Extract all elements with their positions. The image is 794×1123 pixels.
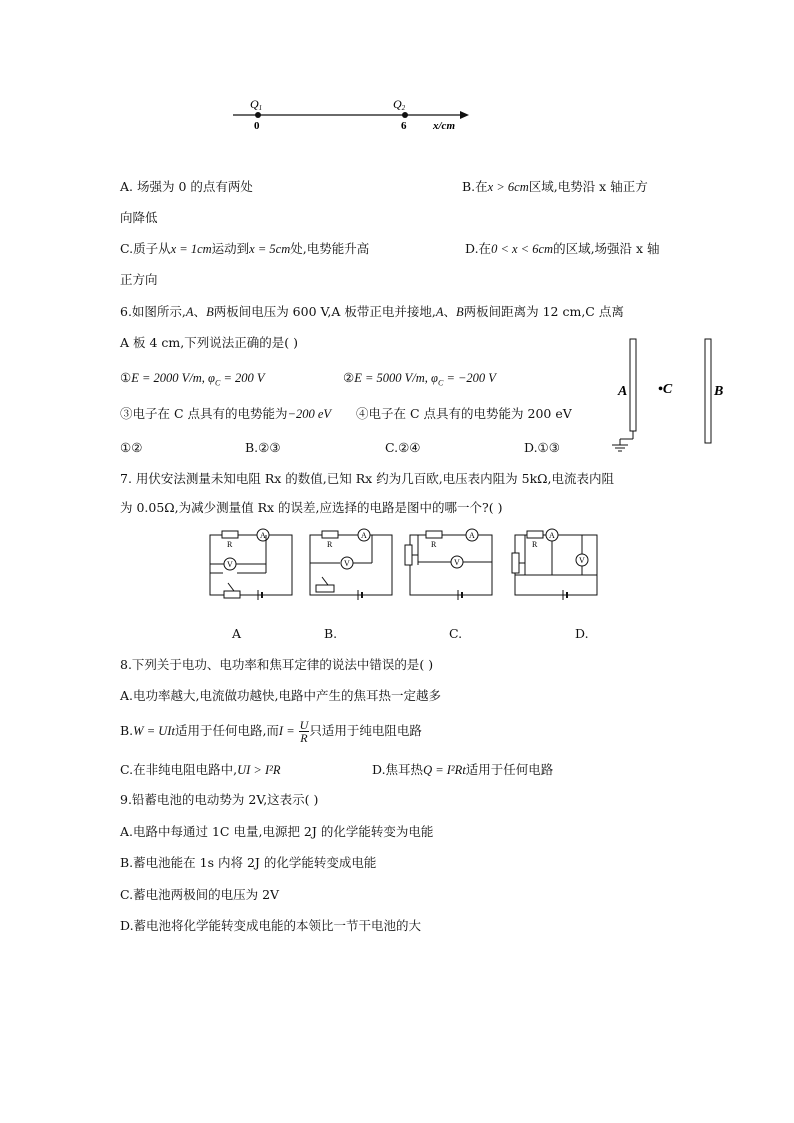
circuit-label-b: B. [324, 626, 338, 641]
q7-stem-line1: 7. 用伏安法测量未知电阻 Rx 的数值,已知 Rx 约为几百欧,电压表内阻为 5kΩ,电流表内阻 [120, 471, 615, 486]
ammeter-label: A [469, 531, 475, 540]
q8-option-c: C.在非纯电阻电路中,UI > I²R [120, 762, 281, 777]
ammeter-label: A [549, 531, 555, 540]
q8-fraction: $\frac{U}{R}$ [299, 718, 309, 745]
q7-stem-line2: 为 0.05Ω,为减少测量值 Rx 的误差,应选择的电路是图中的哪一个?( ) [120, 500, 503, 515]
q6-statement-1: ①E = 2000 V/m, $\varphi_C = 200$ V [120, 370, 265, 388]
ammeter-label: A [260, 531, 266, 540]
circuit-label-d: D. [575, 626, 589, 641]
voltmeter-label: V [344, 559, 350, 568]
plate-a [630, 339, 636, 431]
voltmeter-label: V [227, 560, 233, 569]
q5-option-b: B.在x > 6cm区域,电势沿 x 轴正方 [462, 179, 648, 194]
resistor-label: R [431, 540, 437, 549]
resistor-label: R [327, 540, 333, 549]
q6-choice-b: B.②③ [245, 440, 281, 455]
q8-stem: 8.下列关于电功、电功率和焦耳定律的说法中错误的是( ) [120, 657, 434, 672]
q5-option-a: A. 场强为 0 的点有两处 [120, 179, 253, 194]
q6-stem-line2: A 板 4 cm,下列说法正确的是( ) [120, 335, 298, 350]
q6-statement-2: ②E = 5000 V/m, $\varphi_C = -200$ V [343, 370, 496, 388]
q9-stem: 9.铅蓄电池的电动势为 2V,这表示( ) [120, 792, 319, 807]
q9-option-b: B.蓄电池能在 1s 内将 2J 的化学能转变成电能 [120, 855, 377, 870]
voltmeter-label: V [579, 556, 585, 565]
plate-b [705, 339, 711, 443]
q6-choice-d: D.①③ [524, 440, 560, 455]
q6-statement-4: ④电子在 C 点具有的电势能为 200 eV [356, 406, 572, 421]
q6-choice-c: C.②④ [385, 440, 421, 455]
charge-q1-dot [255, 112, 261, 118]
charge-q2-label: Q2 [393, 97, 406, 112]
voltmeter-label: V [454, 558, 460, 567]
q8-option-b: B.W = UIt适用于任何电路,而I = $\frac{U}{R}$ 只适用于纯电阻电路 [120, 718, 422, 745]
axis-label: x/cm [433, 120, 455, 132]
resistor-label: R [532, 540, 538, 549]
resistor-label: R [227, 540, 233, 549]
q5-option-d: D.在0 < x < 6cm的区域,场强沿 x 轴 [465, 241, 660, 256]
q9-option-c: C.蓄电池两极间的电压为 2V [120, 887, 280, 902]
circuit-diagrams [200, 525, 620, 600]
parallel-plates-figure [600, 335, 740, 455]
q5-option-b-continued: 向降低 [120, 210, 158, 225]
circuit-label-c: C. [449, 626, 463, 641]
circuit-c [405, 529, 492, 600]
q6-statement-3: ③电子在 C 点具有的电势能为−200 eV [120, 406, 332, 421]
ammeter-label: A [361, 531, 367, 540]
charge-q1-label: Q1 [250, 97, 263, 112]
q9-option-d: D.蓄电池将化学能转变成电能的本领比一节干电池的大 [120, 918, 422, 933]
tick-label-6: 6 [401, 120, 407, 132]
tick-label-0: 0 [254, 120, 260, 132]
circuit-d [512, 529, 597, 600]
q8-option-d: D.焦耳热Q = I²Rt适用于任何电路 [372, 762, 554, 777]
circuit-a [210, 529, 292, 600]
circuit-label-a: A [232, 626, 242, 641]
plate-a-label: A [618, 384, 628, 399]
charge-axis-figure [225, 95, 495, 135]
plate-b-label: B [714, 384, 724, 399]
circuit-b [310, 529, 392, 600]
q5-option-d-continued: 正方向 [120, 272, 158, 287]
q5-option-c: C.质子从x = 1cm运动到x = 5cm处,电势能升高 [120, 241, 370, 256]
q8-option-a: A.电功率越大,电流做功越快,电路中产生的焦耳热一定越多 [120, 688, 441, 703]
q6-stem-line1: 6.如图所示,A、B两板间电压为 600 V,A 板带正电并接地,A、B两板间距离为 12 cm,C 点离 [120, 304, 624, 319]
charge-q2-dot [402, 112, 408, 118]
q9-option-a: A.电路中每通过 1C 电量,电源把 2J 的化学能转变为电能 [120, 824, 434, 839]
point-c-label: •C [658, 382, 673, 397]
q6-choice-a: ①② [120, 440, 143, 455]
